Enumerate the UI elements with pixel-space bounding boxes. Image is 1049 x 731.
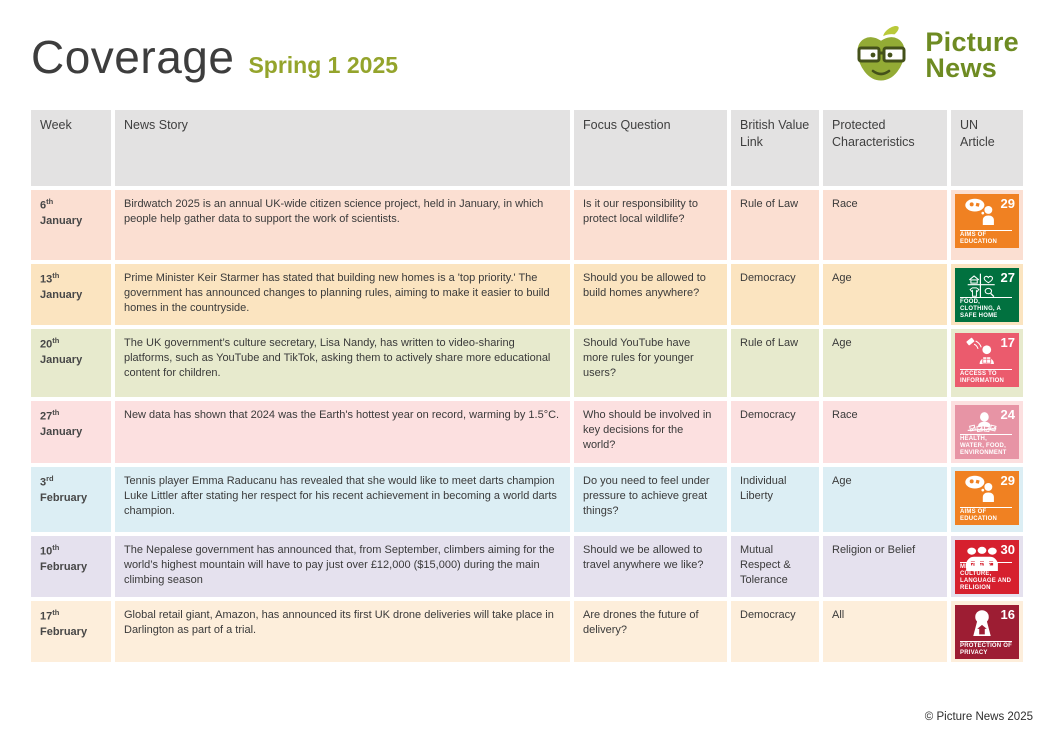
- table-row: [31, 401, 1023, 463]
- column-header-british-value-link: British Value Link: [731, 110, 819, 186]
- column-header-news-story: News Story: [115, 110, 570, 186]
- british-value-cell: Mutual Respect & Tolerance: [731, 536, 819, 597]
- table-row: [31, 467, 1023, 532]
- focus-question-cell: Who should be involved in key decisions for the world?: [574, 401, 727, 463]
- week-month: January: [40, 425, 83, 438]
- week-month: January: [40, 214, 83, 227]
- week-cell: [31, 536, 111, 597]
- un-article-caption: HEALTH, WATER, FOOD, ENVIRONMENT: [960, 434, 1012, 457]
- title-wrap: [31, 30, 398, 84]
- week-day: 10: [40, 545, 53, 558]
- un-article-cell: [951, 190, 1023, 260]
- column-header-week: Week: [31, 110, 111, 186]
- news-story-cell: New data has shown that 2024 was the Earth's hottest year on record, warming by 1.5°C.: [115, 401, 570, 463]
- table-header-row: [31, 110, 1023, 186]
- british-value-cell: Individual Liberty: [731, 467, 819, 532]
- news-story-cell: Prime Minister Keir Starmer has stated that building new homes is a 'top priority.' The government has announced changes to planning rules, aiming to make it easier to build homes in the countryside.: [115, 264, 570, 325]
- focus-question-cell: Should YouTube have more rules for younger users?: [574, 329, 727, 397]
- week-month: January: [40, 353, 83, 366]
- focus-question-cell: Is it our responsibility to protect local wildlife?: [574, 190, 727, 260]
- week-cell: [31, 401, 111, 463]
- british-value-cell: Democracy: [731, 264, 819, 325]
- un-article-17-badge: [955, 333, 1019, 387]
- table-row: [31, 536, 1023, 597]
- table-row: [31, 601, 1023, 662]
- page-header: [0, 0, 1049, 106]
- week-ordinal: th: [52, 608, 60, 617]
- table-row: [31, 264, 1023, 325]
- british-value-cell: Rule of Law: [731, 329, 819, 397]
- un-article-number: 27: [1000, 270, 1015, 285]
- un-article-cell: [951, 401, 1023, 463]
- protected-characteristics-cell: Race: [823, 190, 947, 260]
- un-article-caption: MINORITY CULTURE, LANGUAGE AND RELIGION: [960, 562, 1012, 592]
- protected-characteristics-cell: Age: [823, 467, 947, 532]
- person-thought-bubble-icon: [960, 198, 1004, 225]
- news-story-cell: Tennis player Emma Raducanu has revealed that she would like to meet darts champion Luke Littler after stating her respect for his recent achievement in becoming a world darts champion.: [115, 467, 570, 532]
- protected-characteristics-cell: Religion or Belief: [823, 536, 947, 597]
- un-article-cell: [951, 264, 1023, 325]
- logo-text-line2: News: [925, 53, 998, 83]
- un-article-cell: [951, 536, 1023, 597]
- un-article-27-badge: [955, 268, 1019, 322]
- un-article-caption: AIMS OF EDUCATION: [960, 507, 1012, 523]
- un-article-30-badge: [955, 540, 1019, 594]
- week-cell: [31, 601, 111, 662]
- un-article-29-badge: [955, 471, 1019, 525]
- satellite-person-icon: [960, 337, 1004, 364]
- un-article-caption: FOOD, CLOTHING, A SAFE HOME: [960, 297, 1012, 320]
- picture-news-logo: [845, 22, 1019, 90]
- week-month: January: [40, 288, 83, 301]
- person-checklist-icon: [960, 409, 1004, 436]
- un-article-number: 30: [1000, 542, 1015, 557]
- week-ordinal: th: [52, 408, 60, 417]
- week-cell: [31, 329, 111, 397]
- week-day: 20: [40, 338, 53, 351]
- week-month: February: [40, 625, 88, 638]
- week-month: February: [40, 491, 88, 504]
- un-article-number: 29: [1000, 196, 1015, 211]
- un-article-caption: PROTECTION OF PRIVACY: [960, 641, 1012, 657]
- week-ordinal: th: [52, 543, 60, 552]
- un-article-caption: ACCESS TO INFORMATION: [960, 369, 1012, 385]
- logo-text: [925, 27, 1019, 83]
- table-row: [31, 190, 1023, 260]
- un-article-cell: [951, 467, 1023, 532]
- apple-glasses-icon: [845, 22, 917, 90]
- week-ordinal: th: [52, 336, 60, 345]
- un-article-16-badge: [955, 605, 1019, 659]
- copyright-text: © Picture News 2025: [924, 711, 1033, 723]
- protected-characteristics-cell: Race: [823, 401, 947, 463]
- week-cell: [31, 467, 111, 532]
- keyhole-privacy-icon: [960, 609, 1004, 636]
- un-article-number: 17: [1000, 335, 1015, 350]
- news-story-cell: Birdwatch 2025 is an annual UK-wide citizen science project, held in January, in which people help gather data to support the work of scientists.: [115, 190, 570, 260]
- logo-text-line1: Picture: [925, 27, 1019, 58]
- protected-characteristics-cell: Age: [823, 264, 947, 325]
- week-day: 3: [40, 476, 47, 489]
- focus-question-cell: Should you be allowed to build homes anywhere?: [574, 264, 727, 325]
- un-article-number: 16: [1000, 607, 1015, 622]
- coverage-table: [31, 110, 1023, 662]
- un-article-cell: [951, 601, 1023, 662]
- focus-question-cell: Do you need to feel under pressure to achieve great things?: [574, 467, 727, 532]
- british-value-cell: Rule of Law: [731, 190, 819, 260]
- un-article-number: 29: [1000, 473, 1015, 488]
- un-article-cell: [951, 329, 1023, 397]
- week-ordinal: th: [46, 197, 54, 206]
- un-article-24-badge: [955, 405, 1019, 459]
- week-day: 13: [40, 273, 53, 286]
- un-article-caption: AIMS OF EDUCATION: [960, 230, 1012, 246]
- protected-characteristics-cell: Age: [823, 329, 947, 397]
- focus-question-cell: Are drones the future of delivery?: [574, 601, 727, 662]
- column-header-un-article: UN Article: [951, 110, 1023, 186]
- house-heart-shirt-food-grid-icon: [960, 272, 1004, 299]
- un-article-29-badge: [955, 194, 1019, 248]
- british-value-cell: Democracy: [731, 601, 819, 662]
- column-header-protected-characteristics: Protected Characteristics: [823, 110, 947, 186]
- week-cell: [31, 190, 111, 260]
- news-story-cell: The Nepalese government has announced that, from September, climbers aiming for the world’s highest mountain will have to pay just over £12,000 ($15,000) during the main climbing season: [115, 536, 570, 597]
- news-story-cell: Global retail giant, Amazon, has announced its first UK drone deliveries will take place in Darlington as part of a trial.: [115, 601, 570, 662]
- page-title: Coverage: [31, 31, 235, 83]
- page-subtitle: Spring 1 2025: [248, 52, 399, 78]
- week-ordinal: rd: [46, 474, 54, 483]
- column-header-focus-question: Focus Question: [574, 110, 727, 186]
- week-day: 27: [40, 410, 53, 423]
- news-story-cell: The UK government’s culture secretary, Lisa Nandy, has written to video-sharing platforms, such as YouTube and TikTok, asking them to actively share more educational content for children.: [115, 329, 570, 397]
- week-ordinal: th: [52, 271, 60, 280]
- protected-characteristics-cell: All: [823, 601, 947, 662]
- week-cell: [31, 264, 111, 325]
- week-day: 6: [40, 199, 47, 212]
- table-row: [31, 329, 1023, 397]
- week-day: 17: [40, 610, 53, 623]
- person-thought-bubble-icon: [960, 475, 1004, 502]
- focus-question-cell: Should we be allowed to travel anywhere we like?: [574, 536, 727, 597]
- un-article-number: 24: [1000, 407, 1015, 422]
- week-month: February: [40, 560, 88, 573]
- british-value-cell: Democracy: [731, 401, 819, 463]
